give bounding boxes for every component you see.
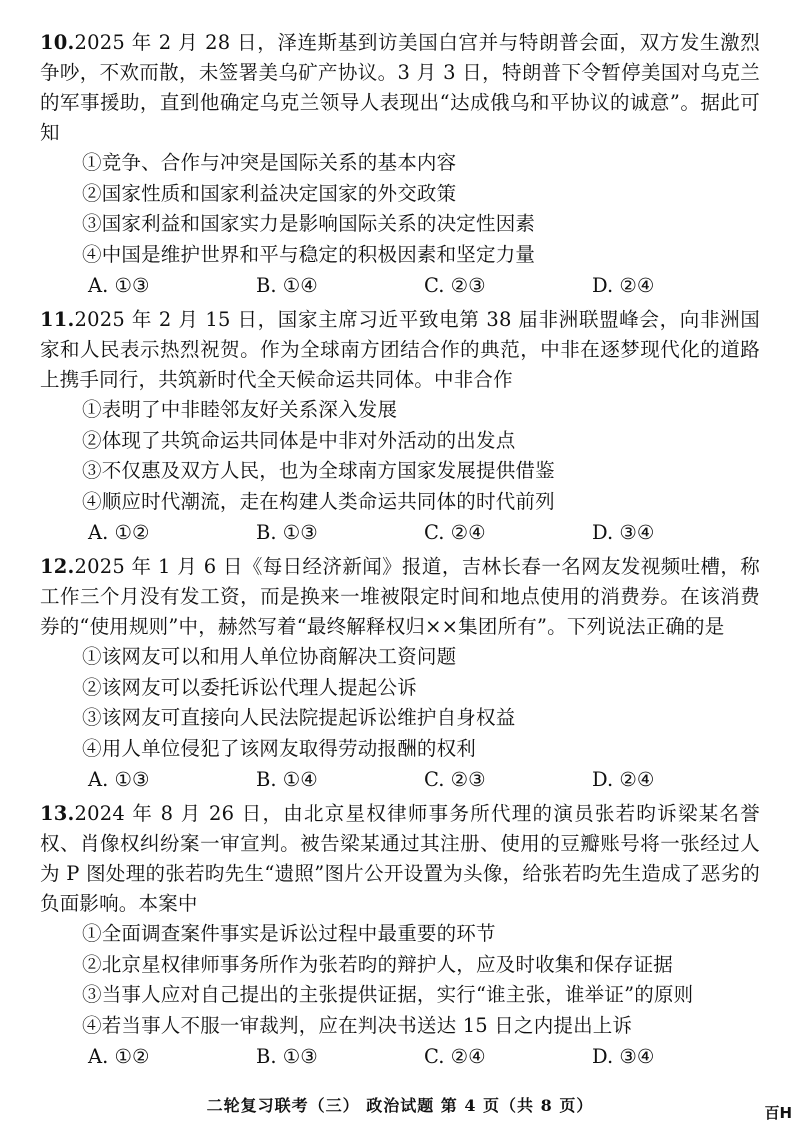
question-number: 12.	[40, 555, 75, 578]
corner-mark: 百H	[764, 1104, 792, 1122]
question-11	[40, 305, 760, 548]
option-3: ③国家利益和国家实力是影响国际关系的决定性因素	[82, 212, 536, 235]
option-1: ①竞争、合作与冲突是国际关系的基本内容	[82, 151, 457, 174]
option-4: ④顺应时代潮流，走在构建人类命运共同体的时代前列	[82, 489, 555, 513]
answer-c: C. ②④	[424, 1045, 486, 1068]
question-stem	[40, 305, 760, 395]
answer-d: D. ②④	[592, 768, 655, 791]
option-1: ①全面调查案件事实是诉讼过程中最重要的环节	[82, 922, 496, 945]
answer-a: A. ①③	[88, 768, 150, 791]
answer-c: C. ②③	[424, 768, 486, 791]
answer-a: A. ①②	[88, 521, 150, 544]
answer-d: D. ③④	[592, 521, 655, 544]
answer-b: B. ①④	[256, 274, 318, 297]
question-13	[40, 799, 760, 1072]
question-stem	[40, 799, 760, 919]
question-number: 13.	[40, 802, 75, 825]
option-2: ②国家性质和国家利益决定国家的外交政策	[82, 181, 457, 205]
option-3: ③不仅惠及双方人民，也为全球南方国家发展提供借鉴	[82, 459, 555, 482]
answer-a: A. ①②	[88, 1045, 150, 1068]
question-text: 2025 年 1 月 6 日《每日经济新闻》报道，吉林长春一名网友发视频吐槽，称工作三个月没有发工资，而是换来一堆被限定时间和地点使用的消费券。在该消费券的“使用规则”中，赫然写着“最终解释权归××集团所有”。下列说法正确的是	[40, 555, 760, 638]
option-4: ④中国是维护世界和平与稳定的积极因素和坚定力量	[82, 242, 536, 266]
question-text: 2025 年 2 月 28 日，泽连斯基到访美国白宫并与特朗普会面，双方发生激烈争吵，不欢而散，未签署美乌矿产协议。3 月 3 日，特朗普下令暂停美国对乌克兰的军事援助，直到他确定乌克兰领导人表现出“达成俄乌和平协议的诚意”。据此可知	[40, 31, 760, 144]
answer-c: C. ②④	[424, 521, 486, 544]
option-1: ①该网友可以和用人单位协商解决工资问题	[82, 645, 457, 668]
answer-b: B. ①④	[256, 768, 318, 791]
answer-choices	[40, 1041, 760, 1072]
question-number: 10.	[40, 31, 75, 54]
answer-d: D. ②④	[592, 274, 655, 297]
answer-b: B. ①③	[256, 521, 318, 544]
option-1: ①表明了中非睦邻友好关系深入发展	[82, 398, 398, 421]
option-4: ④用人单位侵犯了该网友取得劳动报酬的权利	[82, 736, 477, 760]
option-3: ③当事人应对自己提出的主张提供证据，实行“谁主张，谁举证”的原则	[82, 983, 694, 1006]
answer-choices	[40, 270, 760, 301]
option-2: ②该网友可以委托诉讼代理人提起公诉	[82, 675, 417, 699]
question-stem	[40, 552, 760, 642]
option-3: ③该网友可直接向人民法院提起诉讼维护自身权益	[82, 706, 516, 729]
question-text: 2025 年 2 月 15 日，国家主席习近平致电第 38 届非洲联盟峰会，向非洲国家和人民表示热烈祝贺。作为全球南方团结合作的典范，中非在逐梦现代化的道路上携手同行，共筑新时代全天候命运共同体。中非合作	[40, 308, 760, 391]
answer-d: D. ③④	[592, 1045, 655, 1068]
question-stem	[40, 28, 760, 148]
option-2: ②北京星权律师事务所作为张若昀的辩护人，应及时收集和保存证据	[82, 952, 674, 976]
answer-choices	[40, 764, 760, 795]
question-number: 11.	[40, 308, 75, 331]
option-4: ④若当事人不服一审裁判，应在判决书送达 15 日之内提出上诉	[82, 1013, 633, 1037]
answer-a: A. ①③	[88, 274, 150, 297]
question-10	[40, 28, 760, 301]
answer-choices	[40, 517, 760, 548]
option-2: ②体现了共筑命运共同体是中非对外活动的出发点	[82, 428, 516, 452]
page-footer: 二轮复习联考（三） 政治试题 第 4 页（共 8 页）	[206, 1096, 594, 1115]
question-12	[40, 552, 760, 795]
answer-c: C. ②③	[424, 274, 486, 297]
answer-b: B. ①③	[256, 1045, 318, 1068]
question-text: 2024 年 8 月 26 日，由北京星权律师事务所代理的演员张若昀诉梁某名誉权、肖像权纠纷案一审宣判。被告梁某通过其注册、使用的豆瓣账号将一张经过人为 P 图处理的张若昀先生“遗照”图片公开设置为头像，给张若昀先生造成了恶劣的负面影响。本案中	[40, 802, 760, 915]
